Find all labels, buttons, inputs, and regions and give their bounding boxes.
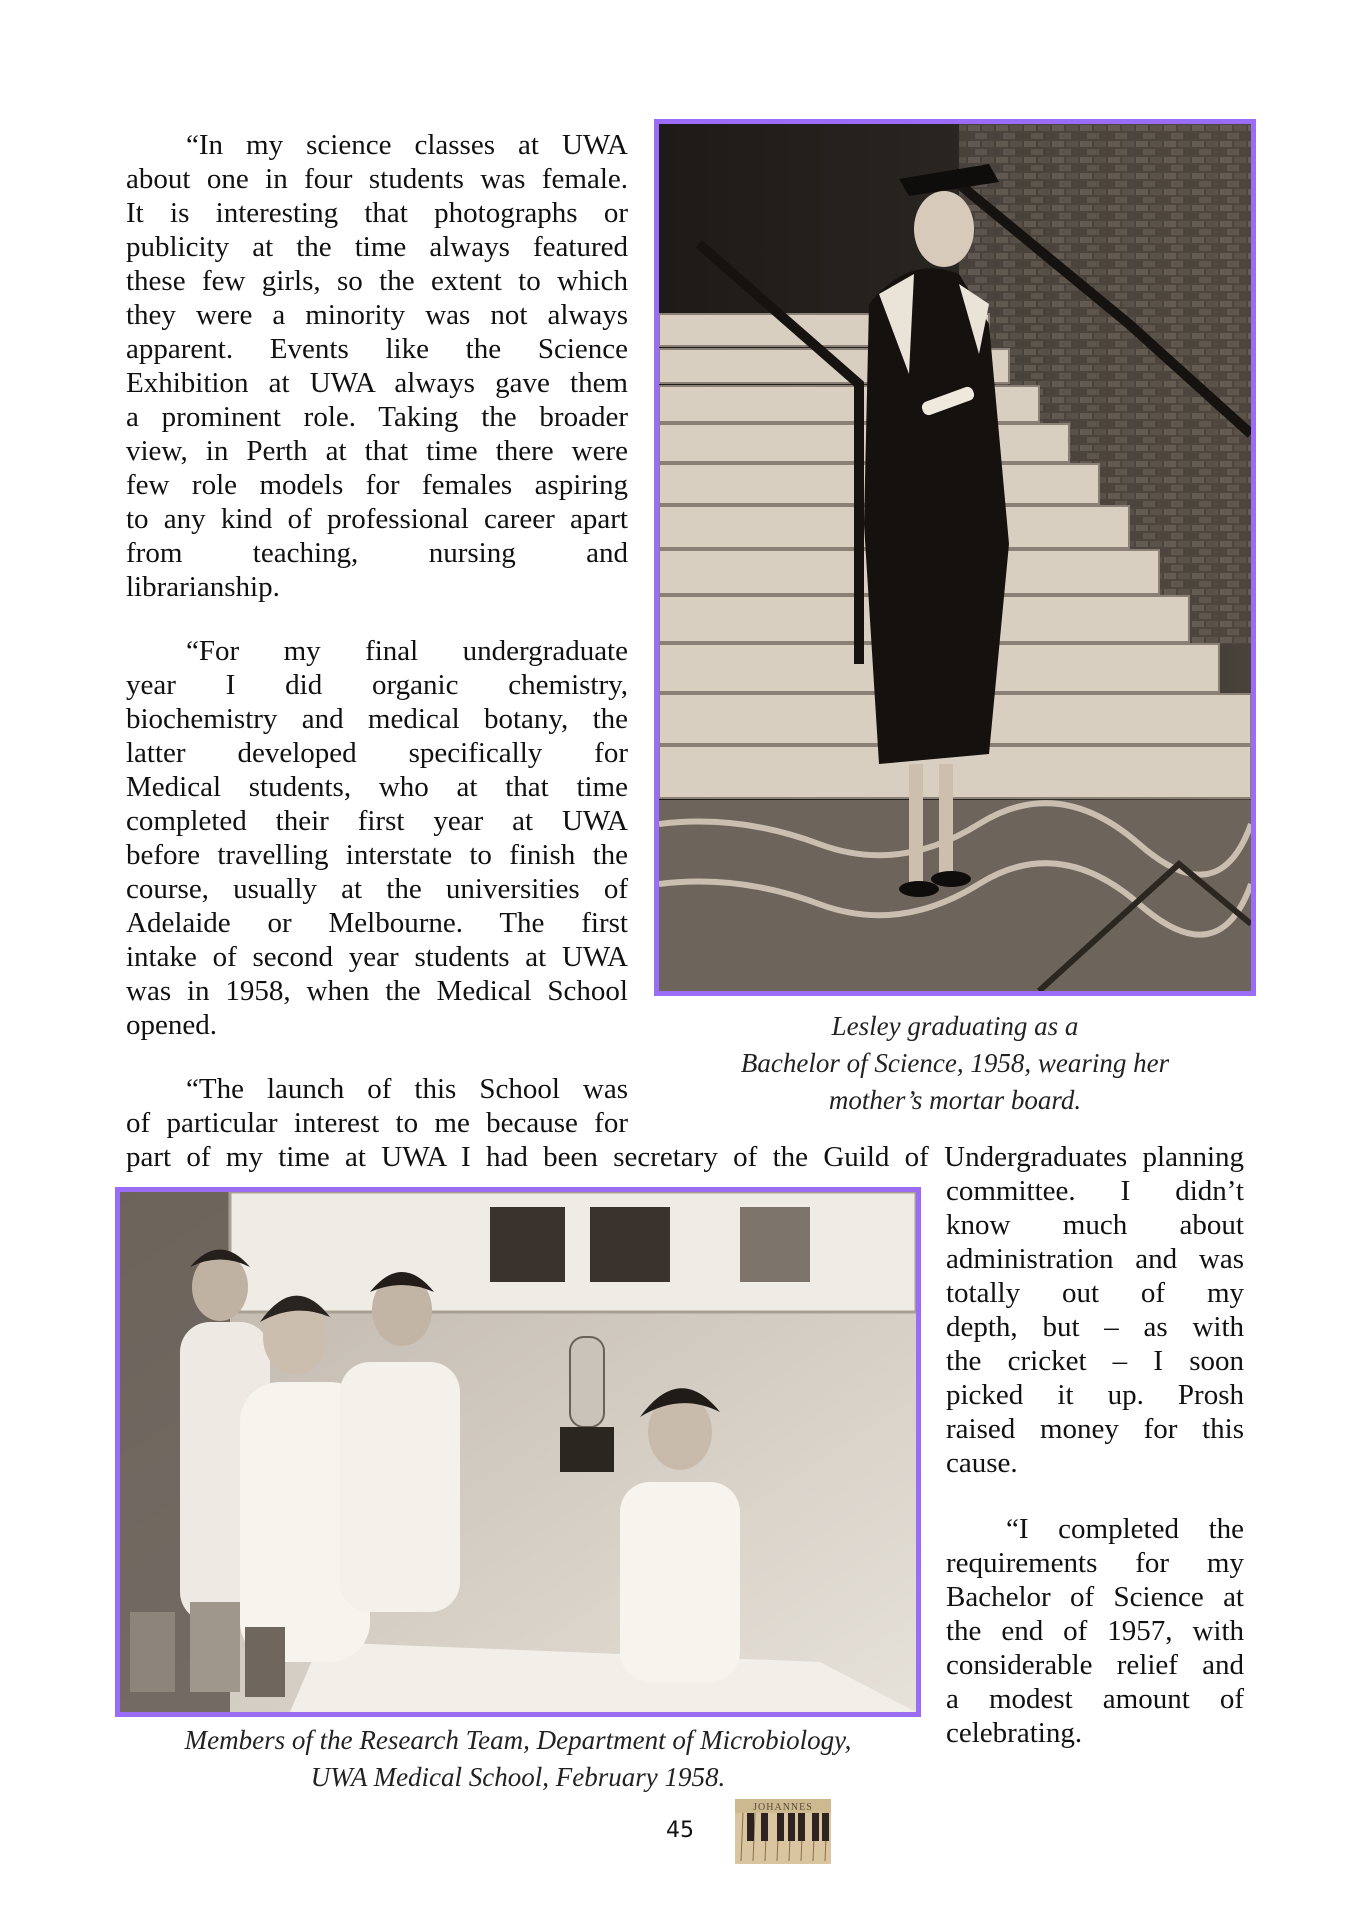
graduation-photo-image xyxy=(659,124,1251,991)
text-line: “The launch of this School was xyxy=(186,1073,628,1105)
text-line: requirements for my xyxy=(946,1547,1244,1579)
text-line: Exhibition at UWA always gave them xyxy=(126,367,628,399)
research-team-photo-caption xyxy=(115,1722,921,1796)
paragraph-4 xyxy=(946,1512,1244,1750)
paragraph-3 xyxy=(126,1072,628,1140)
text-line: librarianship. xyxy=(126,571,280,603)
text-line: completed their first year at UWA xyxy=(126,805,628,837)
text-line: of particular interest to me because for xyxy=(126,1107,628,1139)
text-line: celebrating. xyxy=(946,1717,1083,1749)
paragraph-2 xyxy=(126,634,628,1042)
text-line: apparent. Events like the Science xyxy=(126,333,628,365)
text-line: the cricket – I soon xyxy=(946,1345,1244,1377)
text-line: “In my science classes at UWA xyxy=(186,129,628,161)
research-team-photo-image xyxy=(120,1192,916,1712)
piano-keys-icon xyxy=(735,1799,831,1864)
text-line: picked it up. Prosh xyxy=(946,1379,1244,1411)
text-line: cause. xyxy=(946,1447,1018,1479)
text-line: publicity at the time always featured xyxy=(126,231,628,263)
text-line: committee. I didn’t xyxy=(946,1175,1244,1207)
text-line: Bachelor of Science at xyxy=(946,1581,1244,1613)
paragraph-1 xyxy=(126,128,628,604)
text-line: considerable relief and xyxy=(946,1649,1244,1681)
research-team-photo xyxy=(115,1187,921,1717)
text-line: “For my final undergraduate xyxy=(186,635,628,667)
text-line: the end of 1957, with xyxy=(946,1615,1244,1647)
text-line: intake of second year students at UWA xyxy=(126,941,628,973)
text-line: view, in Perth at that time there were xyxy=(126,435,628,467)
caption-line: Members of the Research Team, Department of Microbiology, xyxy=(184,1725,852,1755)
caption-line: Lesley graduating as a xyxy=(831,1011,1079,1041)
text-line: Adelaide or Melbourne. The first xyxy=(126,907,628,939)
text-line: from teaching, nursing and xyxy=(126,537,628,569)
text-line: know much about xyxy=(946,1209,1244,1241)
text-line: Medical students, who at that time xyxy=(126,771,628,803)
text-line: latter developed specifically for xyxy=(126,737,628,769)
page-number: 45 xyxy=(666,1818,694,1843)
text-line: depth, but – as with xyxy=(946,1311,1244,1343)
graduation-photo xyxy=(654,119,1256,996)
text-line: they were a minority was not always xyxy=(126,299,628,331)
text-line: administration and was xyxy=(946,1243,1244,1275)
text-line: biochemistry and medical botany, the xyxy=(126,703,628,735)
text-line: “I completed the xyxy=(1006,1513,1244,1545)
text-line: course, usually at the universities of xyxy=(126,873,628,905)
text-line: a prominent role. Taking the broader xyxy=(126,401,628,433)
text-line: year I did organic chemistry, xyxy=(126,669,628,701)
text-line: raised money for this xyxy=(946,1413,1244,1445)
caption-line: mother’s mortar board. xyxy=(828,1085,1082,1115)
text-line: a modest amount of xyxy=(946,1683,1244,1715)
text-line: to any kind of professional career apart xyxy=(126,503,628,535)
paragraph-3-full-width-line xyxy=(126,1140,1244,1174)
text-line: part of my time at UWA I had been secretary of the Guild of Undergraduates planning xyxy=(126,1141,1244,1173)
text-line: was in 1958, when the Medical School xyxy=(126,975,628,1007)
text-line: few role models for females aspiring xyxy=(126,469,628,501)
graduation-photo-caption xyxy=(654,1008,1256,1119)
text-line: totally out of my xyxy=(946,1277,1244,1309)
text-line: It is interesting that photographs or xyxy=(126,197,628,229)
text-line: these few girls, so the extent to which xyxy=(126,265,628,297)
text-line: about one in four students was female. xyxy=(126,163,628,195)
johannes-piano-logo xyxy=(735,1799,831,1864)
logo-text: JOHANNES xyxy=(753,1802,813,1813)
paragraph-3-right-column xyxy=(946,1174,1244,1480)
text-line: opened. xyxy=(126,1009,217,1041)
text-line: before travelling interstate to finish the xyxy=(126,839,628,871)
caption-line: Bachelor of Science, 1958, wearing her xyxy=(740,1048,1170,1078)
caption-line: UWA Medical School, February 1958. xyxy=(310,1762,726,1792)
